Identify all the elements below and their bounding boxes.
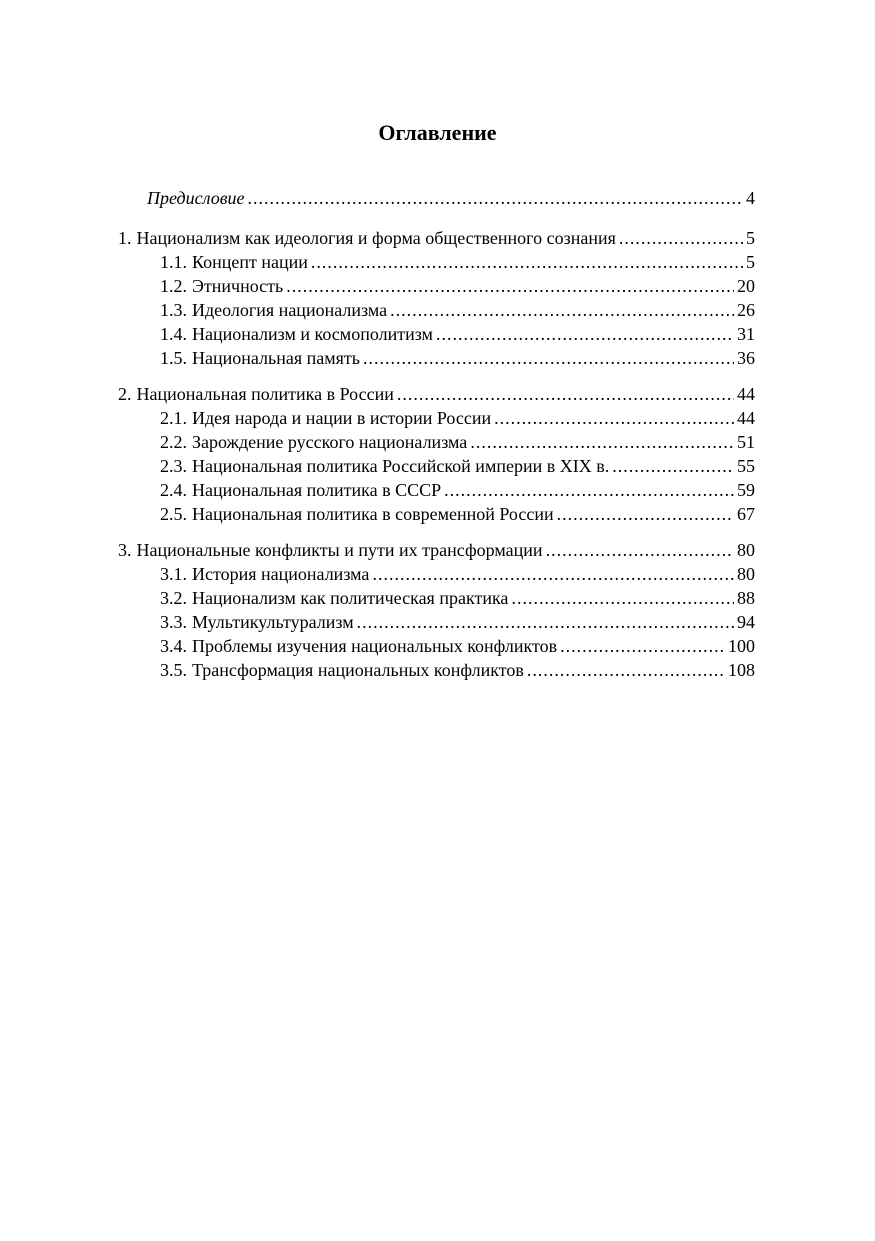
toc-entry-page: 100 [728,636,755,656]
toc-entry-page: 94 [737,612,755,632]
toc-entry-section-1-3[interactable] [160,298,755,322]
dot-leader [560,634,725,658]
toc-entry-number: 1.4. [160,324,187,344]
toc-entry-page: 67 [737,504,755,524]
toc-entry-number: 1.5. [160,348,187,368]
dot-leader [557,502,734,526]
dot-leader [619,226,743,250]
toc-entry-number: 3.4. [160,636,187,656]
toc-entry-label: Национальная политика в СССР [192,480,442,500]
dot-leader [494,406,734,430]
toc-entry-section-3-2[interactable] [160,586,755,610]
dot-leader [286,274,734,298]
dot-leader [248,186,743,210]
toc-entry-page: 55 [737,456,755,476]
toc-entry-number: 3.5. [160,660,187,680]
toc-entry-page: 5 [746,228,755,248]
toc-entry-page: 80 [737,564,755,584]
toc-entry-page: 44 [737,408,755,428]
toc-entry-label: Национальная память [192,348,360,368]
toc-entry-number: 1.1. [160,252,187,272]
toc-entry-label: Национальная политика Российской империи в XIX в. [192,456,610,476]
dot-leader [546,538,734,562]
dot-leader [357,610,734,634]
toc-entry-label: Этничность [192,276,284,296]
dot-leader [511,586,734,610]
dot-leader [436,322,734,346]
toc-entry-number: 3.2. [160,588,187,608]
toc-entry-page: 80 [737,540,755,560]
toc-entry-label: Концепт нации [192,252,308,272]
toc-entry-label: Национальные конфликты и пути их трансформации [136,540,543,560]
toc-entry-label: История национализма [192,564,370,584]
toc-entry-number: 3.3. [160,612,187,632]
dot-leader [444,478,734,502]
toc-entry-number: 1. [118,228,132,248]
toc-entry-label: Национализм как идеология и форма общественного сознания [136,228,616,248]
toc-entry-section-3-1[interactable] [160,562,755,586]
toc-entry-page: 36 [737,348,755,368]
toc-entry-number: 2.1. [160,408,187,428]
toc-entry-section-1-5[interactable] [160,346,755,370]
toc-entry-section-3-5[interactable] [160,658,755,682]
toc-entry-section-1-4[interactable] [160,322,755,346]
toc-entry-page: 108 [728,660,755,680]
toc-entry-section-3-3[interactable] [160,610,755,634]
toc-entry-number: 2. [118,384,132,404]
toc-entry-chapter-2[interactable] [118,382,755,406]
toc-entry-number: 2.4. [160,480,187,500]
toc-entry-section-2-5[interactable] [160,502,755,526]
dot-leader [372,562,734,586]
toc-entry-label: Национализм как политическая практика [192,588,509,608]
toc-entry-page: 59 [737,480,755,500]
toc-entry-chapter-1[interactable] [118,226,755,250]
toc-entry-label: Национальная политика в современной России [192,504,554,524]
page-title: Оглавление [378,120,497,145]
dot-leader [527,658,725,682]
toc-entry-page: 31 [737,324,755,344]
toc-entry-number: 3.1. [160,564,187,584]
toc-entry-number: 2.3. [160,456,187,476]
dot-leader [612,454,734,478]
toc-entry-label: Национальная политика в России [136,384,394,404]
toc-entry-label: Идея народа и нации в истории России [192,408,492,428]
toc-entry-preface[interactable] [147,186,755,210]
dot-leader [311,250,743,274]
toc-entry-number: 2.5. [160,504,187,524]
toc-entry-page: 4 [746,188,755,208]
toc-entry-section-2-4[interactable] [160,478,755,502]
toc-entry-label: Предисловие [147,188,245,208]
toc-entry-section-3-4[interactable] [160,634,755,658]
toc-entry-number: 2.2. [160,432,187,452]
toc-entry-section-2-1[interactable] [160,406,755,430]
toc-entry-number: 1.3. [160,300,187,320]
toc-entry-page: 5 [746,252,755,272]
toc-entry-section-2-2[interactable] [160,430,755,454]
toc-entry-number: 3. [118,540,132,560]
toc-entry-page: 88 [737,588,755,608]
toc-entry-page: 26 [737,300,755,320]
dot-leader [397,382,734,406]
toc-entry-label: Проблемы изучения национальных конфликтов [192,636,558,656]
toc-entry-page: 51 [737,432,755,452]
toc-entry-label: Национализм и космополитизм [192,324,433,344]
dot-leader [390,298,734,322]
toc-entry-label: Идеология национализма [192,300,388,320]
toc-entry-number: 1.2. [160,276,187,296]
toc-entry-section-1-1[interactable] [160,250,755,274]
toc-entry-label: Трансформация национальных конфликтов [192,660,524,680]
toc-entry-section-1-2[interactable] [160,274,755,298]
dot-leader [363,346,734,370]
toc-entry-chapter-3[interactable] [118,538,755,562]
toc-entry-label: Мультикультурализм [192,612,354,632]
toc-entry-page: 20 [737,276,755,296]
dot-leader [470,430,734,454]
toc-entry-section-2-3[interactable] [160,454,755,478]
toc-entry-page: 44 [737,384,755,404]
toc-entry-label: Зарождение русского национализма [192,432,468,452]
